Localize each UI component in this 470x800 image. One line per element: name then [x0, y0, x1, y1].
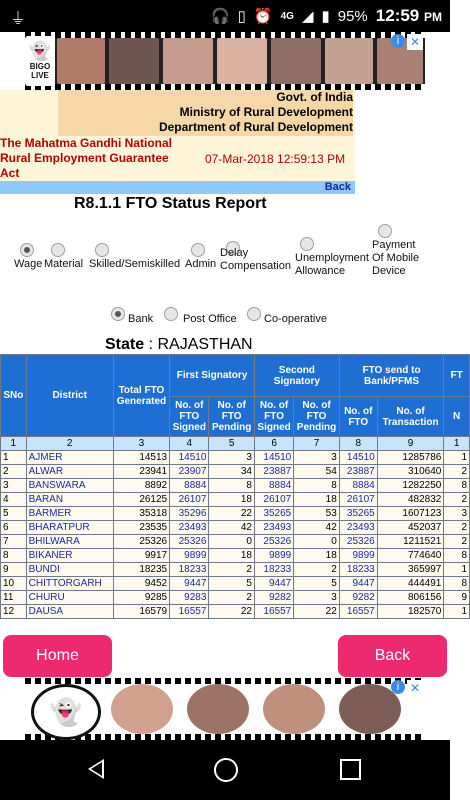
table-cell: 18	[209, 493, 255, 507]
table-cell: 14513	[113, 451, 169, 465]
col-first-signatory: First Signatory	[170, 355, 255, 397]
table-cell: 310640	[377, 465, 444, 479]
table-row	[1, 605, 470, 619]
table-cell: 8	[444, 549, 470, 563]
table-cell: 6	[1, 521, 27, 535]
table-cell: 8892	[113, 479, 169, 493]
table-cell: 1	[444, 605, 470, 619]
table-cell: 9899	[339, 549, 377, 563]
ad-info-icon[interactable]: i	[391, 34, 405, 48]
district-link[interactable]: BUNDI	[26, 563, 113, 577]
table-cell: 9452	[113, 577, 169, 591]
radio-skilled[interactable]	[95, 243, 109, 257]
table-cell: 0	[209, 535, 255, 549]
table-cell: 26107	[170, 493, 209, 507]
table-row	[1, 507, 470, 521]
table-cell: 35318	[113, 507, 169, 521]
headset-icon: 🎧	[210, 8, 230, 25]
table-cell: 1607123	[377, 507, 444, 521]
column-number-row: 1 2 3 4 5 6 7 8 9 1	[1, 437, 470, 451]
ministry-block: Govt. of India Ministry of Rural Development Department of Rural Development	[58, 90, 353, 136]
sub-second-signed: No. of FTO Signed	[254, 397, 293, 437]
district-link[interactable]: BHILWARA	[26, 535, 113, 549]
col-partial: FT	[444, 355, 470, 397]
bottom-ad-banner[interactable]	[25, 678, 425, 740]
col-total-fto: Total FTO Generated	[113, 355, 169, 437]
table-cell: 2	[444, 521, 470, 535]
table-cell: 42	[209, 521, 255, 535]
vibrate-icon: ▯	[237, 8, 246, 25]
radio-bank[interactable]	[111, 307, 125, 321]
table-cell: 22	[209, 605, 255, 619]
table-row	[1, 549, 470, 563]
sub-first-pending: No. of FTO Pending	[209, 397, 255, 437]
district-link[interactable]: BANSWARA	[26, 479, 113, 493]
table-cell: 35265	[339, 507, 377, 521]
table-row	[1, 451, 470, 465]
table-cell: 806156	[377, 591, 444, 605]
table-cell: 25326	[113, 535, 169, 549]
table-cell: 23941	[113, 465, 169, 479]
table-cell: 16557	[254, 605, 293, 619]
table-row	[1, 479, 470, 493]
table-cell: 8884	[170, 479, 209, 493]
radio-label-wage: Wage	[14, 258, 43, 270]
table-cell: 2	[294, 563, 340, 577]
scheme-name: The Mahatma Gandhi National Rural Employment Guarantee Act	[0, 136, 173, 180]
table-cell: 18233	[254, 563, 293, 577]
table-cell: 14510	[170, 451, 209, 465]
table-cell: 1	[1, 451, 27, 465]
table-cell: 18235	[113, 563, 169, 577]
table-cell: 18	[294, 549, 340, 563]
col-sno: SNo	[1, 355, 27, 437]
state-heading: State : RAJASTHAN	[105, 336, 253, 353]
table-cell: 23907	[170, 465, 209, 479]
table-cell: 5	[294, 577, 340, 591]
table-cell: 9	[444, 591, 470, 605]
table-cell: 4	[1, 493, 27, 507]
table-cell: 774640	[377, 549, 444, 563]
ad-close-icon[interactable]: ✕	[407, 680, 423, 696]
table-row	[1, 465, 470, 479]
back-link[interactable]: Back	[324, 181, 351, 193]
back-icon[interactable]	[88, 759, 104, 779]
table-cell: 18233	[170, 563, 209, 577]
table-cell: 9917	[113, 549, 169, 563]
table-cell: 2	[444, 535, 470, 549]
radio-post-office[interactable]	[164, 307, 178, 321]
table-cell: 14510	[254, 451, 293, 465]
ad-info-icon[interactable]: i	[391, 680, 405, 694]
table-cell: 5	[209, 577, 255, 591]
table-cell: 9447	[339, 577, 377, 591]
table-cell: 482832	[377, 493, 444, 507]
usb-icon: ⏚	[10, 11, 27, 28]
table-cell: 444491	[377, 577, 444, 591]
table-cell: 1	[444, 451, 470, 465]
ad-close-icon[interactable]: ✕	[407, 34, 423, 50]
state-value: RAJASTHAN	[157, 336, 253, 353]
table-cell: 2	[1, 465, 27, 479]
table-cell: 2	[444, 493, 470, 507]
col-fto-sent: FTO send to Bank/PFMS	[339, 355, 444, 397]
table-cell: 26107	[339, 493, 377, 507]
radio-unemployment-allowance[interactable]	[300, 237, 314, 251]
table-cell: 22	[294, 605, 340, 619]
battery-level: 95%	[337, 7, 368, 25]
table-cell: 9	[1, 563, 27, 577]
table-cell: 2	[444, 465, 470, 479]
district-link[interactable]: CHURU	[26, 591, 113, 605]
radio-label-mobile-device: Payment Of Mobile Device	[372, 239, 420, 277]
table-cell: 8884	[254, 479, 293, 493]
table-cell: 23493	[254, 521, 293, 535]
radio-label-bank: Bank	[128, 313, 154, 325]
table-cell: 9447	[170, 577, 209, 591]
table-cell: 9283	[170, 591, 209, 605]
network-label: 4G	[280, 10, 294, 22]
radio-mobile-device[interactable]	[378, 224, 392, 238]
radio-admin[interactable]	[191, 243, 205, 257]
table-cell: 23887	[254, 465, 293, 479]
sub-first-signed: No. of FTO Signed	[170, 397, 209, 437]
table-cell: 23887	[339, 465, 377, 479]
table-cell: 182570	[377, 605, 444, 619]
district-link[interactable]: CHITTORGARH	[26, 577, 113, 591]
table-cell: 1285786	[377, 451, 444, 465]
table-row	[1, 563, 470, 577]
bigo-mascot-icon: 👻	[31, 684, 101, 740]
table-cell: 9282	[254, 591, 293, 605]
table-cell: 25326	[170, 535, 209, 549]
report-datetime: 07-Mar-2018 12:59:13 PM	[205, 152, 346, 166]
table-cell: 8	[209, 479, 255, 493]
table-cell: 452037	[377, 521, 444, 535]
table-cell: 23493	[170, 521, 209, 535]
table-cell: 53	[294, 507, 340, 521]
table-cell: 1	[444, 563, 470, 577]
table-cell: 10	[1, 577, 27, 591]
table-cell: 8	[444, 577, 470, 591]
table-cell: 9899	[170, 549, 209, 563]
table-cell: 18	[294, 493, 340, 507]
table-cell: 34	[209, 465, 255, 479]
district-link[interactable]: BARAN	[26, 493, 113, 507]
table-row	[1, 591, 470, 605]
home-icon[interactable]	[214, 758, 238, 782]
bigo-logo: 👻 BIGO LIVE	[25, 36, 55, 86]
table-cell: 16557	[339, 605, 377, 619]
table-cell: 25326	[254, 535, 293, 549]
report-title: R8.1.1 FTO Status Report	[74, 195, 267, 212]
back-bar	[0, 181, 355, 194]
table-cell: 25326	[339, 535, 377, 549]
table-cell: 8	[1, 549, 27, 563]
district-link[interactable]: DAUSA	[26, 605, 113, 619]
table-row	[1, 493, 470, 507]
table-cell: 2	[209, 591, 255, 605]
table-cell: 54	[294, 465, 340, 479]
table-cell: 1211521	[377, 535, 444, 549]
status-icons	[211, 6, 442, 26]
table-cell: 1282250	[377, 479, 444, 493]
table-cell: 23493	[339, 521, 377, 535]
table-cell: 3	[1, 479, 27, 493]
sub-second-pending: No. of FTO Pending	[294, 397, 340, 437]
table-cell: 18	[209, 549, 255, 563]
table-cell: 42	[294, 521, 340, 535]
district-link[interactable]: AJMER	[26, 451, 113, 465]
sub-no-of-fto: No. of FTO	[339, 397, 377, 437]
table-cell: 26107	[254, 493, 293, 507]
col-district: District	[26, 355, 113, 437]
radio-cooperative[interactable]	[247, 307, 261, 321]
table-cell: 8	[294, 479, 340, 493]
table-row	[1, 521, 470, 535]
table-cell: 12	[1, 605, 27, 619]
radio-label-cooperative: Co-operative	[264, 313, 327, 325]
radio-label-material: Material	[44, 258, 84, 270]
top-ad-banner[interactable]	[25, 32, 425, 90]
table-cell: 11	[1, 591, 27, 605]
table-cell: 9285	[113, 591, 169, 605]
table-cell: 22	[209, 507, 255, 521]
table-cell: 9447	[254, 577, 293, 591]
radio-label-post-office: Post Office	[183, 313, 237, 325]
home-button[interactable]: Home	[3, 635, 112, 677]
table-row	[1, 535, 470, 549]
battery-icon: ▮	[321, 8, 330, 25]
table-cell: 0	[294, 535, 340, 549]
table-cell: 5	[1, 507, 27, 521]
district-link[interactable]: BHARATPUR	[26, 521, 113, 535]
table-cell: 365997	[377, 563, 444, 577]
table-cell: 35265	[254, 507, 293, 521]
back-button[interactable]: Back	[338, 635, 447, 677]
table-cell: 23535	[113, 521, 169, 535]
radio-label-unemployment: Unemployment Allowance	[295, 252, 369, 277]
radio-label-skilled: Skilled/Semiskilled	[89, 258, 181, 270]
radio-wage[interactable]	[20, 243, 34, 257]
recent-apps-icon[interactable]	[340, 759, 361, 780]
signal-icon: ◢	[301, 8, 314, 25]
table-cell: 2	[209, 563, 255, 577]
district-link[interactable]: BIKANER	[26, 549, 113, 563]
table-cell: 26125	[113, 493, 169, 507]
table-cell: 16579	[113, 605, 169, 619]
table-cell: 14510	[339, 451, 377, 465]
district-link[interactable]: BARMER	[26, 507, 113, 521]
table-cell: 9899	[254, 549, 293, 563]
table-row	[1, 577, 470, 591]
table-cell: 8884	[339, 479, 377, 493]
district-link[interactable]: ALWAR	[26, 465, 113, 479]
radio-label-delay: Delay Compensation	[220, 247, 291, 272]
table-cell: 9282	[339, 591, 377, 605]
table-cell: 3	[294, 451, 340, 465]
table-cell: 35296	[170, 507, 209, 521]
table-cell: 18233	[339, 563, 377, 577]
table-cell: 8	[444, 479, 470, 493]
sub-partial: N	[444, 397, 470, 437]
sub-no-of-transaction: No. of Transaction	[377, 397, 444, 437]
table-cell: 3	[209, 451, 255, 465]
table-cell: 3	[444, 507, 470, 521]
radio-label-admin: Admin	[185, 258, 217, 270]
clock: 12:59 PM	[375, 6, 442, 25]
col-second-signatory: Second Signatory	[254, 355, 339, 397]
table-cell: 7	[1, 535, 27, 549]
alarm-icon: ⏰	[253, 8, 273, 25]
fto-status-table	[0, 354, 470, 619]
table-cell: 16557	[170, 605, 209, 619]
table-cell: 3	[294, 591, 340, 605]
radio-material[interactable]	[51, 243, 65, 257]
status-bar	[0, 0, 450, 32]
